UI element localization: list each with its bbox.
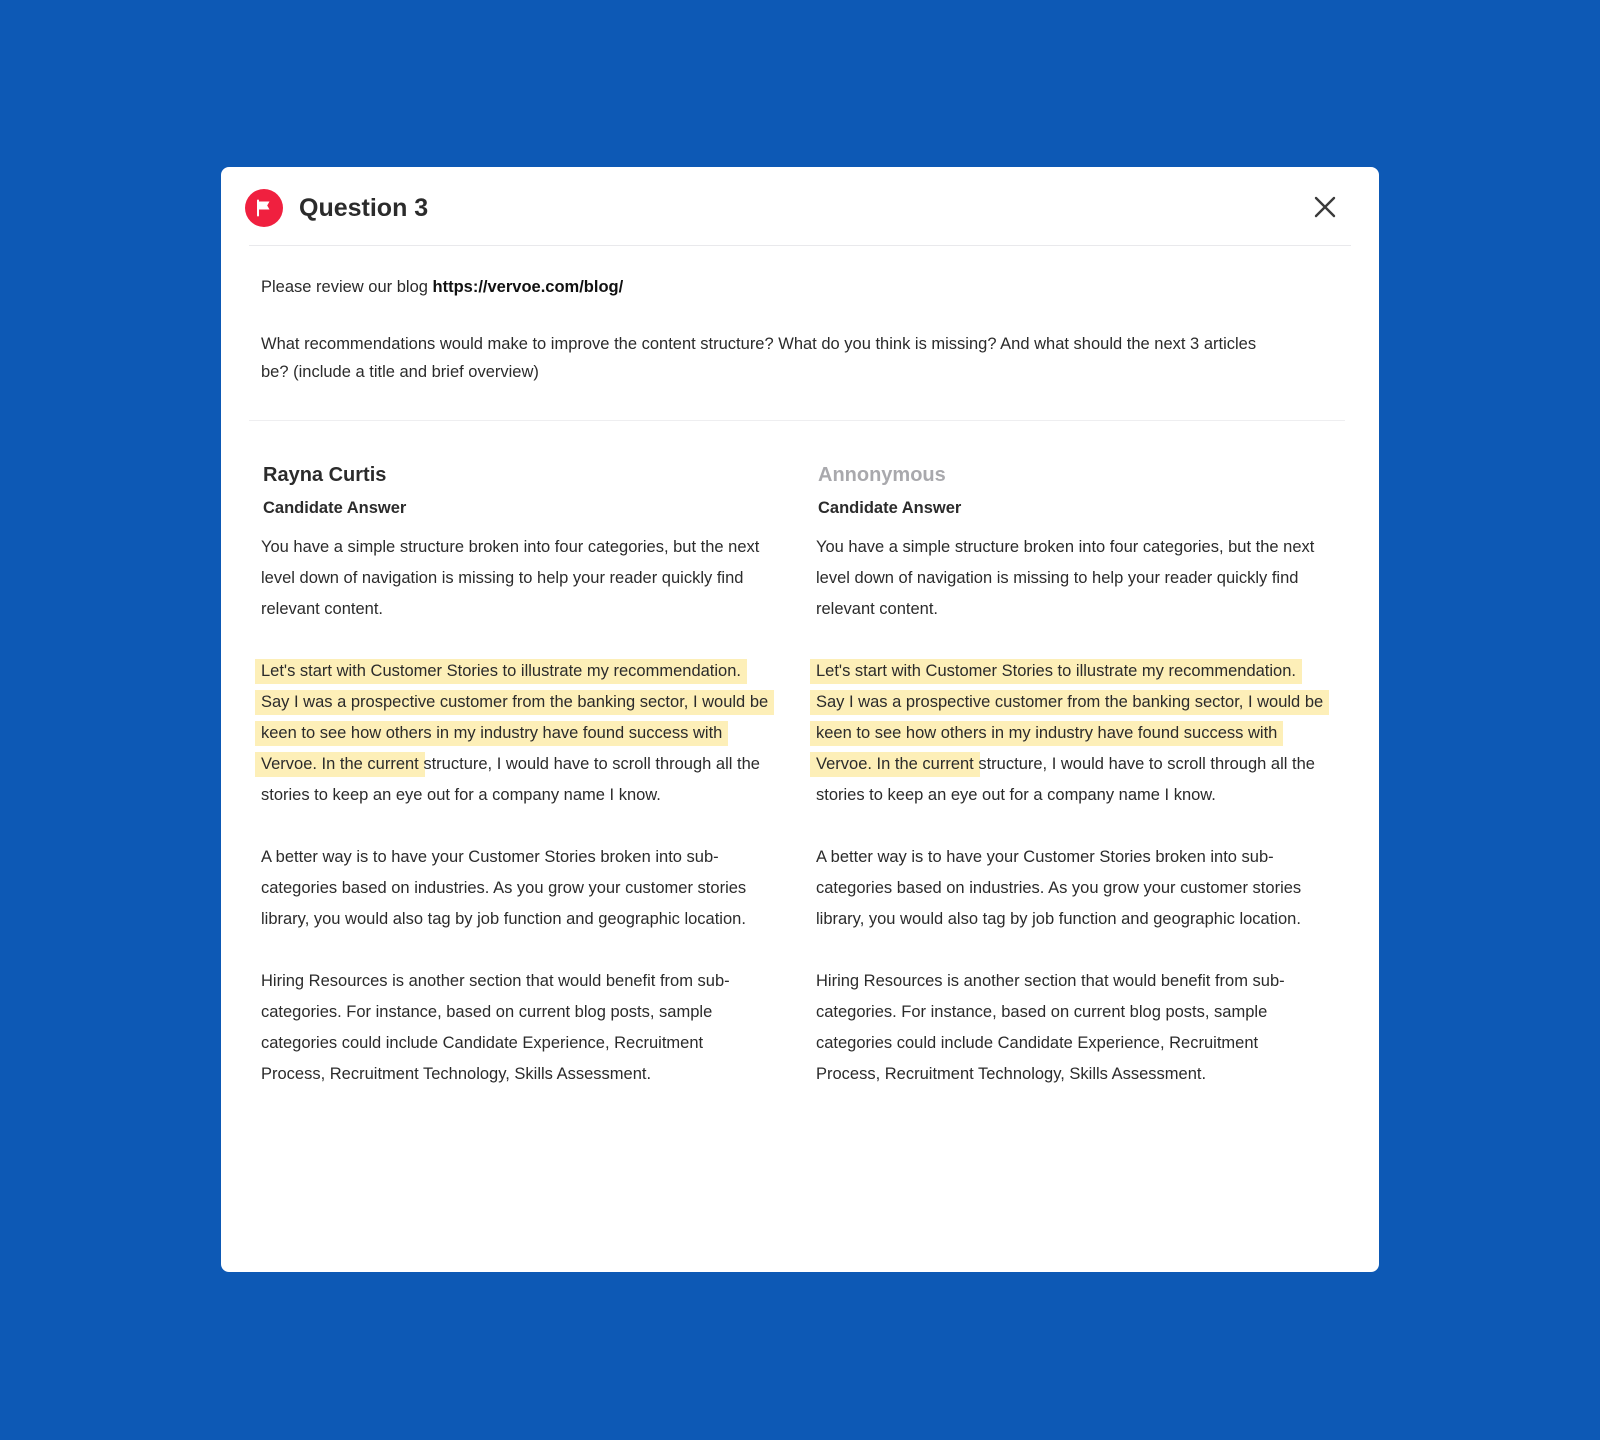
- highlighted-text[interactable]: Let's start with Customer Stories to illustrate my recommendation. Say I was a prospective customer from the banking sector, I would be keen to see how others in my industry have found success with Vervoe. In the current: [261, 659, 768, 777]
- question-modal: [221, 167, 1379, 1272]
- header-divider: [249, 245, 1351, 246]
- answer-column-right: [816, 460, 1326, 1121]
- candidate-name: Annonymous: [818, 464, 946, 486]
- answer-paragraph: You have a simple structure broken into four categories, but the next level down of navigation is missing to help your reader quickly find relevant content.: [261, 538, 760, 618]
- answer-paragraph: Hiring Resources is another section that would benefit from sub-categories. For instance, based on current blog posts, sample categories could include Candidate Experience, Recruitment Process, Recruitment Technology, Skills Assessment.: [261, 972, 730, 1083]
- blog-link[interactable]: https://vervoe.com/blog/: [432, 278, 624, 296]
- question-prompt: What recommendations would make to improve the content structure? What do you think is missing? And what should the next 3 articles be? (include a title and brief overview): [261, 335, 1257, 381]
- answer-text: structure, I would have to scroll through all the stories to keep an eye out for a company name I know.: [261, 755, 760, 804]
- modal-title: Question 3: [299, 194, 429, 222]
- answer-text: structure, I would have to scroll through all the stories to keep an eye out for a company name I know.: [816, 755, 1315, 804]
- answer-body: [261, 532, 771, 1090]
- answer-body: [816, 532, 1326, 1090]
- answer-label: Candidate Answer: [818, 499, 962, 517]
- answer-paragraph-highlighted: [816, 656, 1326, 811]
- question-text: [261, 273, 1261, 386]
- question-divider: [249, 420, 1345, 421]
- question-intro: [261, 273, 1261, 301]
- close-icon[interactable]: [1309, 191, 1341, 223]
- flag-icon: [245, 189, 283, 227]
- answer-label: Candidate Answer: [263, 499, 407, 517]
- highlighted-text[interactable]: Let's start with Customer Stories to illustrate my recommendation. Say I was a prospective customer from the banking sector, I would be keen to see how others in my industry have found success with Vervoe. In the current: [816, 659, 1323, 777]
- modal-header: [221, 167, 1379, 246]
- question-intro-text: Please review our blog: [261, 278, 433, 296]
- answer-paragraph: Hiring Resources is another section that would benefit from sub-categories. For instance, based on current blog posts, sample categories could include Candidate Experience, Recruitment Process, Recruitment Technology, Skills Assessment.: [816, 972, 1285, 1083]
- answer-paragraph: You have a simple structure broken into four categories, but the next level down of navigation is missing to help your reader quickly find relevant content.: [816, 538, 1315, 618]
- answer-column-left: [261, 460, 771, 1121]
- candidate-name: Rayna Curtis: [263, 464, 387, 486]
- answer-paragraph-highlighted: [261, 656, 771, 811]
- answer-paragraph: A better way is to have your Customer Stories broken into sub-categories based on industries. As you grow your customer stories library, you would also tag by job function and geographic location.: [816, 848, 1302, 928]
- answer-paragraph: A better way is to have your Customer Stories broken into sub-categories based on industries. As you grow your customer stories library, you would also tag by job function and geographic location.: [261, 848, 747, 928]
